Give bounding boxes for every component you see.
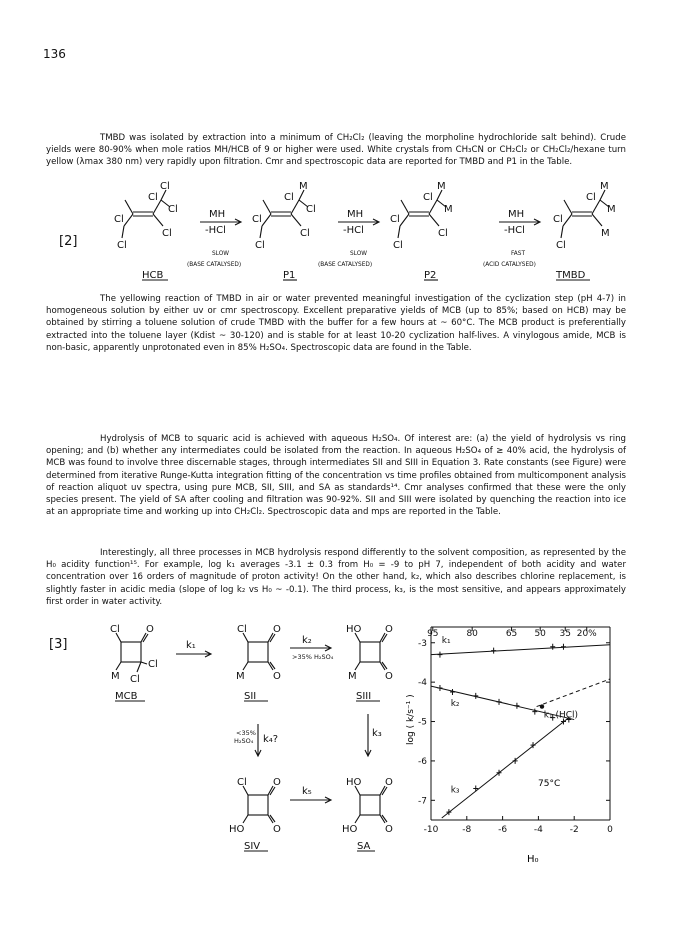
atom-label: O	[273, 777, 281, 788]
reagent-label: MH	[209, 209, 226, 220]
y-tick-label: -5	[418, 717, 427, 728]
compound-label-siv: SIV	[244, 841, 261, 852]
atom-label: HO	[346, 777, 362, 788]
data-point	[497, 770, 502, 776]
series-line-3	[537, 679, 610, 707]
y-tick-label: -7	[418, 796, 427, 807]
reagent-label: -HCl	[504, 225, 525, 236]
atom-label: M	[299, 181, 308, 192]
x-tick-label: -8	[462, 825, 472, 835]
paragraph-1: TMBD was isolated by extraction into a minimum of CH₂Cl₂ (leaving the morpholine hydrochloride salt behind). Crude yields were 80-90% when mole ratios MH/HCB of 9 or higher were used. White crystals from CH₃CN or CH₂Cl₂ or CH₂Cl₂/hexane turn yellow (λmax 380 nm) very rapidly upon filtration. Cmr and spectroscopic data are reported for TMBD and P1 in the Table.	[46, 133, 626, 168]
condition-note: FAST	[511, 251, 525, 257]
series-line-1	[431, 645, 610, 655]
atom-label: Cl	[114, 214, 124, 225]
reagent-label: -HCl	[205, 225, 226, 236]
atom-label: M	[236, 671, 245, 682]
atom-label: HO	[346, 624, 362, 635]
atom-label: O	[273, 671, 281, 682]
condition-note: (BASE CATALYSED)	[187, 262, 242, 268]
top-tick-label: 50	[534, 629, 546, 639]
compound-label-tmbd: TMBD	[556, 270, 586, 281]
atom-label: Cl	[390, 214, 400, 225]
top-tick-label: 35	[559, 629, 571, 639]
data-point	[473, 693, 478, 699]
atom-label: Cl	[553, 214, 563, 225]
compound-label-p2: P2	[424, 270, 437, 281]
top-tick-label: 95	[427, 629, 439, 639]
paragraph-4: Interestingly, all three processes in MCB hydrolysis respond differently to the solvent composition, as represented by the H₀ acidity function¹⁵. For example, log k₁ averages -3.1 ± 0.3 from H₀ = -9 to pH 7, independent of both acidity and water concentration over 16 orders of magnitude of proton activity! On the other hand, k₂, which also describes chlorine replacement, is slightly faster in acidic media (slope of log k₂ vs H₀ ~ -0.1). The third process, k₃, is the most sensitive, and appears approximately first order in water activity.	[46, 548, 626, 607]
atom-label: Cl	[438, 228, 448, 239]
atom-label: Cl	[255, 240, 265, 251]
atom-label: Cl	[284, 192, 294, 203]
atom-label: O	[385, 624, 393, 635]
atom-label: M	[601, 228, 610, 239]
x-tick-label: -4	[533, 825, 543, 835]
series-label: k₁	[441, 635, 451, 646]
atom-label: HO	[229, 824, 245, 835]
atom-label: HO	[342, 824, 358, 835]
reagent-label: MH	[508, 209, 525, 220]
atom-label: Cl	[252, 214, 262, 225]
compound-label-sa: SA	[357, 841, 371, 852]
atom-label: M	[607, 204, 616, 215]
condition-note: >35% H₂SO₄	[292, 653, 334, 661]
condition-note: <35%	[236, 729, 256, 737]
compound-label-hcb: HCB	[142, 270, 164, 281]
atom-label: M	[600, 181, 609, 192]
atom-label: Cl	[130, 674, 140, 685]
series-label: k₃	[450, 785, 460, 796]
atom-label: Cl	[300, 228, 310, 239]
compound-label-mcb: MCB	[115, 691, 138, 702]
data-point	[473, 785, 478, 791]
condition-note: (ACID CATALYSED)	[483, 262, 536, 268]
reagent-label: MH	[347, 209, 364, 220]
atom-label: O	[385, 671, 393, 682]
temperature-label: 75°C	[538, 779, 561, 789]
atom-label: M	[348, 671, 357, 682]
data-point	[550, 644, 555, 650]
atom-label: Cl	[148, 192, 158, 203]
rate-label-k5: k₅	[302, 786, 312, 797]
y-axis-label: log ( k/s⁻¹ )	[406, 694, 416, 745]
data-point	[437, 652, 442, 658]
atom-label: Cl	[237, 777, 247, 788]
series-label: k₂	[450, 698, 460, 709]
y-tick-label: -4	[418, 678, 427, 689]
data-point	[437, 685, 442, 691]
scheme-2-label: [2]	[59, 234, 78, 249]
atom-label: Cl	[117, 240, 127, 251]
y-tick-label: -6	[418, 756, 427, 767]
atom-label: O	[273, 824, 281, 835]
page-number: 136	[43, 47, 66, 61]
top-tick-label: 80	[466, 629, 478, 639]
atom-label: O	[385, 777, 393, 788]
data-point	[491, 648, 496, 654]
x-tick-label: -6	[498, 825, 508, 835]
atom-label: M	[111, 671, 120, 682]
reagent-label: -HCl	[343, 225, 364, 236]
x-axis-label: H₀	[527, 854, 539, 865]
compound-label-sii: SII	[244, 691, 257, 702]
y-tick-label: -3	[418, 638, 427, 649]
x-tick-label: 0	[607, 825, 613, 835]
atom-label: Cl	[168, 204, 178, 215]
condition-note: (BASE CATALYSED)	[318, 262, 373, 268]
paragraph-2: The yellowing reaction of TMBD in air or water prevented meaningful investigation of the cyclization step (pH 4-7) in homogeneous solution by either uv or cmr spectroscopy. Excellent preparative yields of MCB (up to 85%; based on HCB) may be obtained by stirring a toluene solution of crude TMBD with the buffer for a few hours at ~ 60°C. The MCB product is preferentially extracted into the toluene layer (Kdist ~ 30-120) and is stable for at least 10-20 cyclization half-lives. A vinylogous amide, MCB is non-basic, apparently unprotonated even in 85% H₂SO₄. Spectroscopic data are found in the Table.	[46, 294, 626, 353]
atom-label: Cl	[237, 624, 247, 635]
atom-label: M	[437, 181, 446, 192]
atom-label: Cl	[586, 192, 596, 203]
condition-note: H₂SO₄	[234, 737, 254, 745]
atom-label: M	[444, 204, 453, 215]
atom-label: O	[273, 624, 281, 635]
top-tick-label: 65	[505, 629, 518, 639]
x-tick-label: -10	[423, 825, 439, 835]
series-label: k₁ (HCl)	[543, 710, 579, 721]
rate-label-k4: k₄?	[263, 734, 279, 745]
data-point	[561, 644, 566, 650]
atom-label: O	[385, 824, 393, 835]
data-point	[540, 704, 544, 708]
rate-label-k1: k₁	[186, 640, 196, 651]
atom-label: Cl	[110, 624, 120, 635]
atom-label: O	[146, 624, 154, 635]
data-point	[497, 699, 502, 705]
top-tick-label: 20%	[576, 629, 597, 639]
paragraph-3: Hydrolysis of MCB to squaric acid is achieved with aqueous H₂SO₄. Of interest are: (a) the yield of hydrolysis vs ring opening; and (b) whether any intermediates could be isolated from the reaction. In aqueous H₂SO₄ of ≥ 40% acid, the hydrolysis of MCB was found to involve three discernable stages, through intermediates SII and SIII in Equation 3. Rate constants (see Figure) were determined from iterative Runge-Kutta integration fitting of the concentration vs time profiles obtained from multicomponent analysis of reaction aliquot uv spectra, using pure MCB, SII, SIII, and SA as standards¹⁴. Cmr analyses confirmed that these were the only species present. The yield of SA after cooling and filtration was 90-92%. SII and SIII were isolated by quenching the reaction into ice at an appropriate time and working up into CH₂Cl₂. Spectroscopic data and mps are reported in the Table.	[46, 434, 626, 518]
atom-label: Cl	[306, 204, 316, 215]
rate-label-k2: k₂	[302, 635, 312, 646]
series-line-4	[442, 718, 569, 818]
atom-label: Cl	[556, 240, 566, 251]
x-tick-label: -2	[569, 825, 579, 835]
atom-label: Cl	[160, 181, 170, 192]
atom-label: Cl	[162, 228, 172, 239]
atom-label: Cl	[393, 240, 403, 251]
data-point	[450, 689, 455, 695]
condition-note: SLOW	[212, 251, 229, 257]
data-point	[514, 703, 519, 709]
rate-label-k3: k₃	[372, 728, 382, 739]
compound-label-p1: P1	[283, 270, 296, 281]
condition-note: SLOW	[350, 251, 367, 257]
atom-label: Cl	[148, 659, 158, 670]
atom-label: Cl	[423, 192, 433, 203]
compound-label-siii: SIII	[356, 691, 372, 702]
scheme-3-label: [3]	[49, 637, 68, 652]
